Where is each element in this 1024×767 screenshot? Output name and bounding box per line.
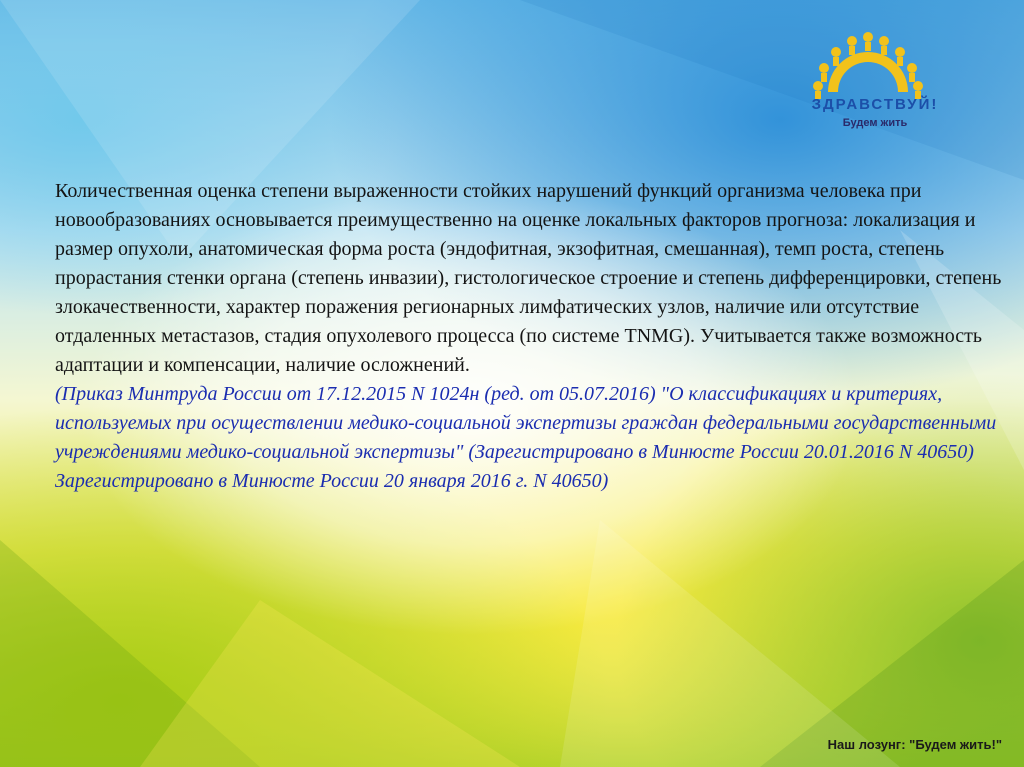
sun-icon bbox=[798, 20, 938, 100]
logo-subtitle: Будем жить bbox=[842, 117, 908, 129]
footer-slogan: Наш лозунг: "Будем жить!" bbox=[827, 737, 1002, 752]
logo-title: ЗДРАВСТВУЙ! bbox=[811, 96, 939, 113]
logo bbox=[780, 20, 970, 129]
citation-text: (Приказ Минтруда России от 17.12.2015 N 1024н (ред. от 05.07.2016) "О классификациях и критериях, используемых при осуществлении медико-социальной экспертизы граждан федеральными государственными учреждениями медико-социальной экспертизы" (Зарегистрировано в Минюсте России 20.01.2016 N 40650) Зарегистрировано в Минюсте России 20 января 2016 г. N 40650) bbox=[55, 383, 997, 492]
slide-content bbox=[55, 177, 1005, 496]
main-text: Количественная оценка степени выраженности стойких нарушений функций организма человека при новообразованиях основывается преимущественно на оценке локальных факторов прогноза: локализация и размер опухоли, анатомическая форма роста (эндофитная, экзофитная, смешанная), темп роста, степень прорастания стенки органа (степень инвазии), гистологическое строение и степень дифференцировки, степень злокачественности, характер поражения регионарных лимфатических узлов, наличие или отсутствие отдаленных метастазов, стадия опухолевого процесса (по системе TNMG). Учитывается также возможность адаптации и компенсации, наличие осложнений. bbox=[55, 180, 1002, 376]
